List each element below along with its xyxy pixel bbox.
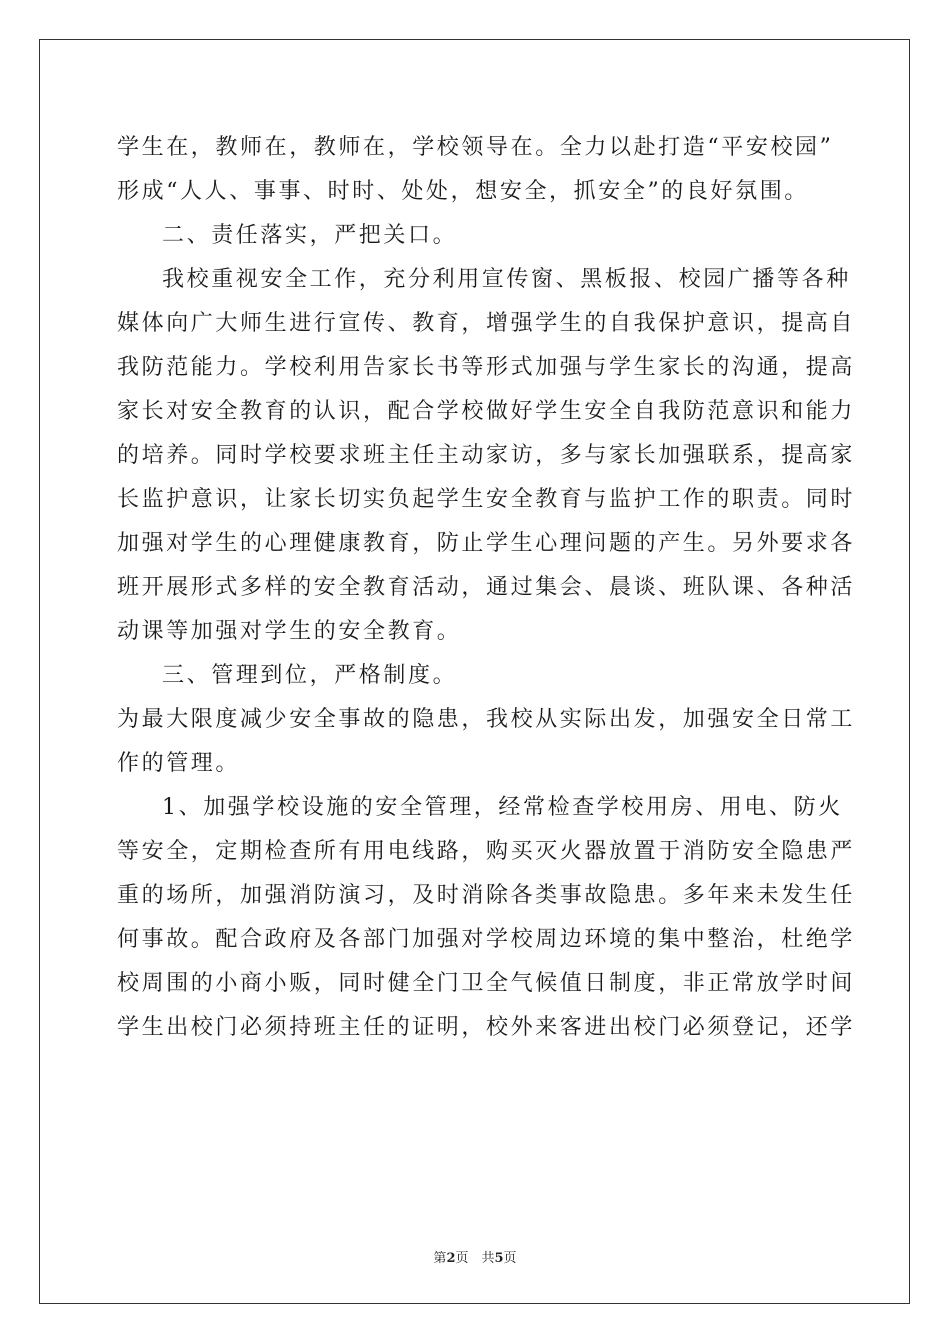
text-line: 1、加强学校设施的安全管理，经常检查学校用房、用电、防火 xyxy=(162,795,843,820)
current-page-number: 2 xyxy=(446,1251,456,1266)
text-line: 的培养。同时学校要求班主任主动家访，多与家长加强联系，提高家 xyxy=(117,443,856,468)
text-line: 家长对安全教育的认识，配合学校做好学生安全自我防范意识和能力 xyxy=(117,399,856,424)
page-footer xyxy=(0,1247,950,1266)
text-line: 学生在，教师在，教师在，学校领导在。全力以赴打造“平安校园” xyxy=(117,135,834,160)
footer-mid: 页 共 xyxy=(455,1251,495,1266)
text-line: 重的场所，加强消防演习，及时消除各类事故隐患。多年来未发生任 xyxy=(117,883,856,908)
text-line: 加强对学生的心理健康教育，防止学生心理问题的产生。另外要求各 xyxy=(117,531,856,556)
document-body xyxy=(117,126,856,1050)
footer-suffix: 页 xyxy=(503,1251,517,1266)
text-line: 我防范能力。学校利用告家长书等形式加强与学生家长的沟通，提高 xyxy=(117,355,856,380)
text-line: 班开展形式多样的安全教育活动，通过集会、晨谈、班队课、各种活 xyxy=(117,575,856,600)
text-line: 作的管理。 xyxy=(117,751,241,776)
text-line: 校周围的小商小贩，同时健全门卫全气候值日制度，非正常放学时间 xyxy=(117,971,856,996)
text-line: 形成“人人、事事、时时、处处，想安全，抓安全”的良好氛围。 xyxy=(117,179,809,204)
section-heading: 二、责任落实，严把关口。 xyxy=(162,223,458,248)
section-heading: 三、管理到位，严格制度。 xyxy=(162,663,458,688)
text-line: 动课等加强对学生的安全教育。 xyxy=(117,619,462,644)
text-line: 等安全，定期检查所有用电线路，购买灭火器放置于消防安全隐患严 xyxy=(117,839,856,864)
text-line: 为最大限度减少安全事故的隐患，我校从实际出发，加强安全日常工 xyxy=(117,707,856,732)
text-line: 我校重视安全工作，充分利用宣传窗、黑板报、校园广播等各种 xyxy=(162,267,851,292)
text-line: 学生出校门必须持班主任的证明，校外来客进出校门必须登记，还学 xyxy=(117,1015,856,1040)
text-line: 媒体向广大师生进行宣传、教育，增强学生的自我保护意识，提高自 xyxy=(117,311,856,336)
text-line: 长监护意识，让家长切实负起学生安全教育与监护工作的职责。同时 xyxy=(117,487,856,512)
text-line: 何事故。配合政府及各部门加强对学校周边环境的集中整治，杜绝学 xyxy=(117,927,856,952)
footer-prefix: 第 xyxy=(433,1251,447,1266)
total-page-number: 5 xyxy=(494,1251,504,1266)
